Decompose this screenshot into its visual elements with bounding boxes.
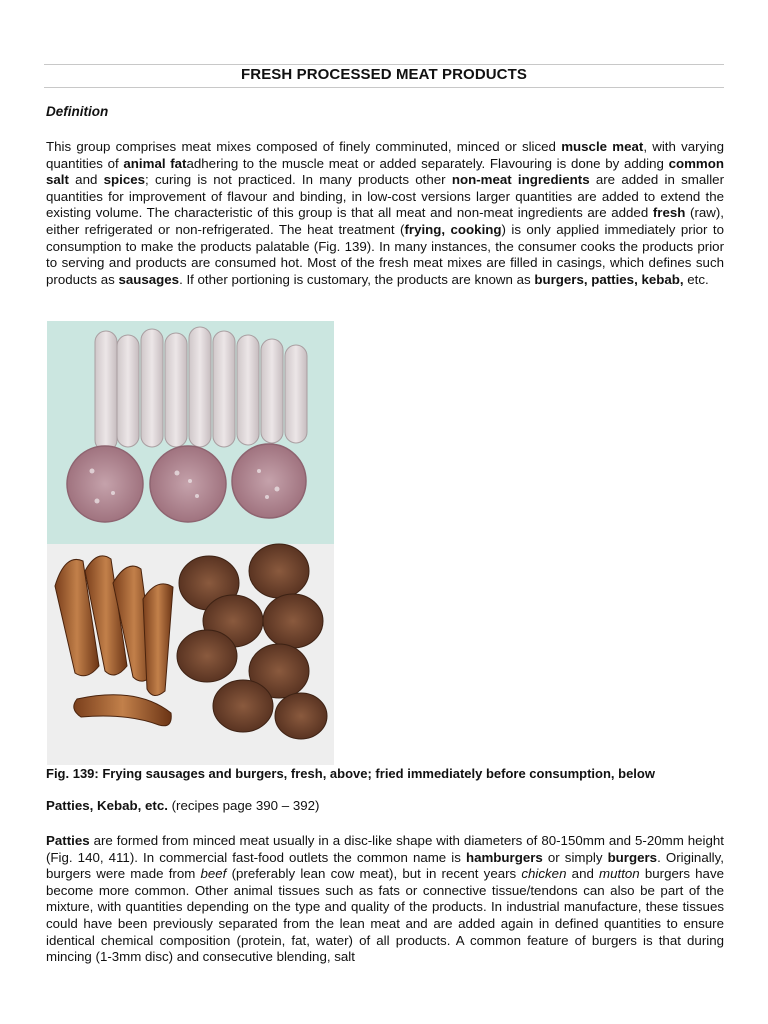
- figure-caption: Fig. 139: Frying sausages and burgers, fresh, above; fried immediately before consumption, below: [46, 766, 655, 781]
- title-rule-bottom: [44, 87, 724, 88]
- fried-products-photo: [47, 544, 334, 765]
- patties-paragraph: Patties are formed from minced meat usually in a disc-like shape with diameters of 80-150mm and 5-20mm height (Fig. 140, 411). In commercial fast-food outlets the common name is hamburgers or simply burgers. Originally, burgers were made from beef (preferably lean cow meat), but in recent years chicken and mutton burgers have become more common. Other animal tissues such as fats or connective tissue/tendons can also be part of the mixture, with quantities depending on the type and quality of the products. In industrial manufacture, these tissues could have been previously separated from the lean meat and are added again in defined quantities to ensure identical chemical composition (protein, fat, water) of all products. A common feature of burgers is that during mincing (1-3mm disc) and consecutive blending, salt: [46, 833, 724, 965]
- raw-products-photo: [47, 321, 334, 544]
- patties-section-heading: Patties, Kebab, etc. (recipes page 390 – 392): [46, 798, 320, 813]
- definition-paragraph: This group comprises meat mixes composed of finely comminuted, minced or sliced muscle meat, with varying quantities of animal fatadhering to the muscle meat or added separately. Flavouring is done by adding common salt and spices; curing is not practiced. In many products other non-meat ingredients are added in smaller quantities for improvement of flavour and binding, in low-cost versions larger quantities are added to extend the existing volume. The characteristic of this group is that all meat and non-meat ingredients are added fresh (raw), either refrigerated or non-refrigerated. The heat treatment (frying, cooking) is only applied immediately prior to consumption to make the products palatable (Fig. 139). In many instances, the consumer cooks the products prior to serving and products are consumed hot. Most of the fresh meat mixes are filled in casings, which defines such products as sausages. If other portioning is customary, the products are known as burgers, patties, kebab, etc.: [46, 139, 725, 287]
- figure-139-photo: [47, 321, 334, 765]
- page-title: FRESH PROCESSED MEAT PRODUCTS: [241, 66, 527, 83]
- definition-heading: Definition: [46, 104, 109, 119]
- title-rule-top: [44, 64, 724, 65]
